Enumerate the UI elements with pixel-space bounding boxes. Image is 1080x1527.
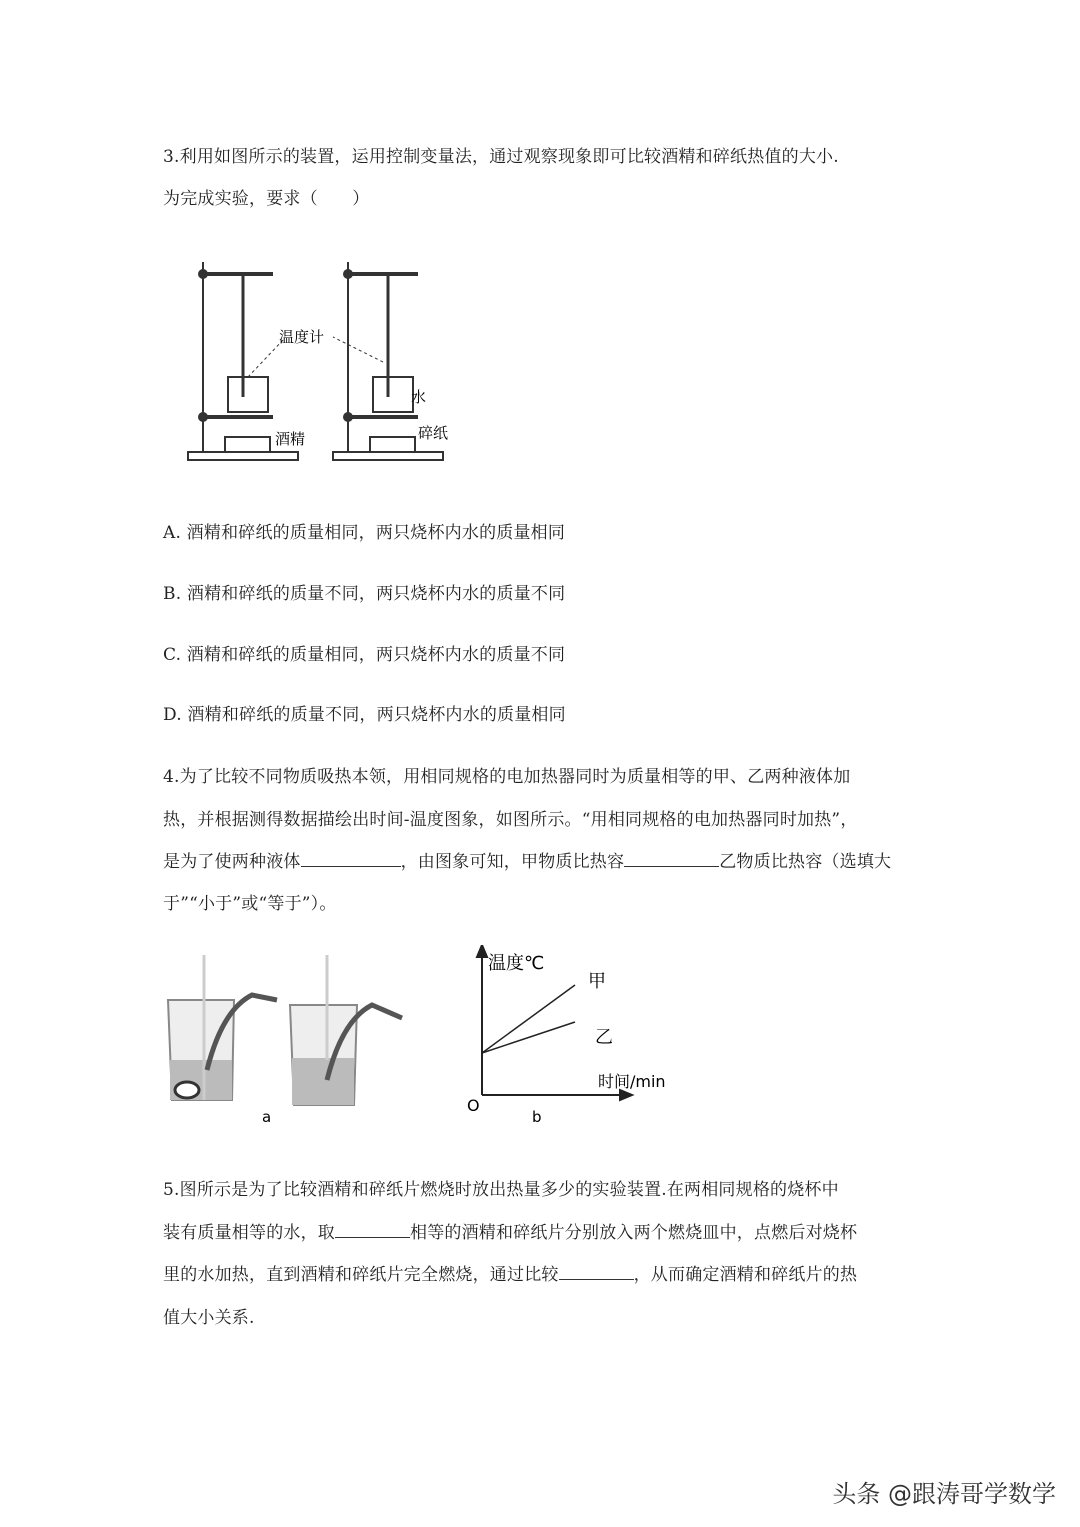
q5-blank-2[interactable]	[559, 1262, 634, 1280]
origin-label: O	[467, 1096, 480, 1115]
q5-text-2b: 相等的酒精和碎纸片分别放入两个燃烧皿中，点燃后对烧杯	[410, 1223, 858, 1243]
label-water: 水	[411, 388, 427, 406]
q5-text-line1: 5.图所示是为了比较酒精和碎纸片燃烧时放出热量多少的实验装置.在两相同规格的烧杯中	[163, 1180, 839, 1200]
q4-temperature-graph	[460, 945, 700, 1135]
q4-blank-1[interactable]	[301, 849, 401, 867]
label-paper: 碎纸	[418, 424, 449, 442]
q5-text-line4: 值大小关系.	[163, 1308, 255, 1328]
series-jia-label: 甲	[588, 971, 606, 992]
q3-text-line2: 为完成实验，要求（ ）	[163, 189, 370, 209]
option-d: D. 酒精和碎纸的质量不同，两只烧杯内水的质量相同	[163, 705, 566, 725]
y-axis-label: 温度℃	[488, 953, 545, 974]
q5-text-line3	[163, 1260, 857, 1285]
label-alcohol: 酒精	[275, 430, 306, 448]
label-b: b	[532, 1108, 542, 1126]
q5-text-2a: 装有质量相等的水，取	[163, 1223, 335, 1243]
q3-apparatus-figure	[183, 252, 458, 467]
x-axis-label: 时间/min	[598, 1072, 666, 1091]
option-b: B. 酒精和碎纸的质量不同，两只烧杯内水的质量不同	[163, 584, 566, 604]
series-yi-label: 乙	[595, 1027, 613, 1048]
line-jia	[482, 985, 575, 1053]
q5-text-3a: 里的水加热，直到酒精和碎纸片完全燃烧，通过比较	[163, 1265, 559, 1285]
q4-text-3a: 是为了使两种液体	[163, 852, 301, 872]
line-yi	[482, 1022, 575, 1053]
q4-blank-2[interactable]	[624, 849, 719, 867]
option-c: C. 酒精和碎纸的质量相同，两只烧杯内水的质量不同	[163, 645, 566, 665]
q3-text-line1: 3.利用如图所示的装置，运用控制变量法，通过观察现象即可比较酒精和碎纸热值的大小.	[163, 147, 839, 167]
q4-text-line3	[163, 847, 891, 872]
q4-text-3c: 乙物质比热容（选填大	[719, 852, 892, 872]
q4-text-line2: 热，并根据测得数据描绘出时间-温度图象，如图所示。“用相同规格的电加热器同时加热”，	[163, 810, 858, 830]
q5-text-line2	[163, 1218, 857, 1243]
q4-text-3b: ，由图象可知，甲物质比热容	[400, 852, 625, 872]
q5-blank-1[interactable]	[335, 1220, 410, 1238]
q4-text-line4: 于”“小于”或“等于”）。	[163, 894, 337, 914]
label-thermometer: 温度计	[279, 328, 325, 346]
label-a: a	[262, 1108, 272, 1126]
option-a: A. 酒精和碎纸的质量相同，两只烧杯内水的质量相同	[163, 523, 566, 543]
watermark: 头条 @跟涛哥学数学	[832, 1480, 1056, 1508]
q4-text-line1: 4.为了比较不同物质吸热本领，用相同规格的电加热器同时为质量相等的甲、乙两种液体加	[163, 767, 851, 787]
q4-beakers-photo	[162, 950, 422, 1130]
q5-text-3b: ，从而确定酒精和碎纸片的热	[633, 1265, 858, 1285]
